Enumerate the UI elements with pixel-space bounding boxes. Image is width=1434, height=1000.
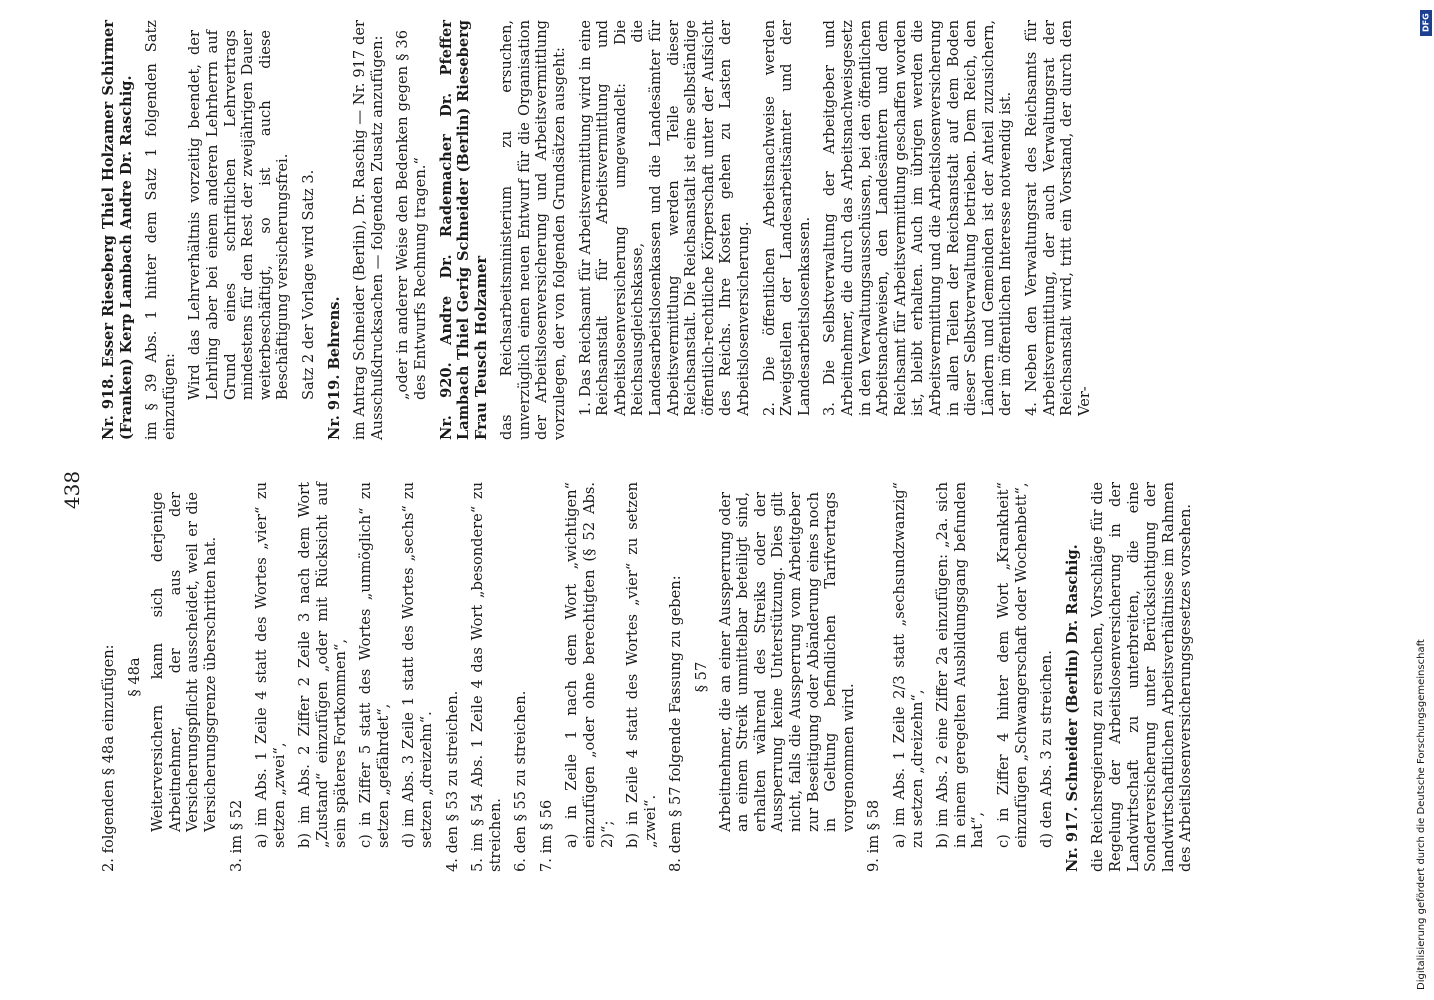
left-column-paragraph: d) den Abs. 3 zu streichen. — [1038, 650, 1056, 848]
left-column-paragraph: § 48a — [125, 657, 143, 697]
left-column-paragraph: 9. im § 58 — [865, 799, 883, 872]
left-column-paragraph: § 57 — [693, 661, 711, 693]
right-column-paragraph: Wird das Lehrverhältnis vorzeitig beendet, der Lehrling aber bei einem anderen Lehrherrn auf Grund eines schriftlichen Lehrvertrags mindestens für den Rest der zweijährigen Dauer weiterbeschäftigt, so ist auch diese Beschäftigung versicherungsfrei. — [186, 30, 292, 400]
left-column-paragraph: 8. dem § 57 folgende Fassung zu geben: — [667, 575, 685, 872]
left-column-paragraph: 3. im § 52 — [227, 799, 245, 872]
left-column-paragraph: a) in Zeile 1 nach dem Wort „wichtigen“ einzufügen „oder ohne berechtigten (§ 52 Abs. 2)“; — [563, 482, 616, 848]
left-column-paragraph: 7. im § 56 — [537, 799, 555, 872]
right-column-paragraph: 3. Die Selbstverwaltung der Arbeitgeber und Arbeitnehmer, die durch das Arbeitsnachweisgesetz in den Verwaltungsausschüssen, bei den öffentlichen Arbeitsnachweisen, den Landesämtern und dem Reichsamt für Arbeitsvermittlung geschaffen worden ist, bleibt erhalten. Auch im übrigen werden die Arbeitsvermittlung und die Arbeitslosenversicherung in allen Teilen der Reichsanstalt auf dem Boden dieser Selbstverwaltung betrieben. Dem Reich, den Ländern und Gemeinden ist der Anteil zuzusichern, der im öffentlichen Interesse notwendig ist. — [821, 20, 1015, 416]
right-column-paragraph: Satz 2 der Vorlage wird Satz 3. — [299, 169, 317, 400]
left-column-paragraph: 4. den § 53 zu streichen. — [443, 690, 461, 872]
left-column — [100, 482, 1203, 872]
left-column-paragraph: a) im Abs. 1 Zeile 4 statt des Wortes „vier“ zu setzen „zwei“, — [253, 482, 288, 848]
right-column-paragraph: im Antrag Schneider (Berlin), Dr. Raschig — Nr. 917 der Ausschußdrucksachen — folgenden Zusatz anzufügen: — [351, 20, 386, 440]
left-column-paragraph: b) in Zeile 4 statt des Wortes „vier“ zu setzen „zwei“. — [624, 482, 659, 848]
left-column-paragraph: a) im Abs. 1 Zeile 2/3 statt „sechsundzwanzig“ zu setzen „dreizehn“, — [890, 482, 926, 848]
right-column-paragraph: 4. Neben den Verwaltungsrat des Reichsamts für Arbeitsvermittlung, der auch Verwaltungsrat der Reichsanstalt wird, tritt ein Vorstand, der durch den Ver- — [1022, 20, 1093, 416]
right-column-paragraph: Nr. 918. Esser Rieseberg Thiel Holzamer Schirmer (Franken) Kerp Lambach Andre Dr. Raschig. — [100, 20, 135, 440]
left-column-paragraph: 2. folgenden § 48a einzufügen: — [100, 644, 117, 872]
right-column-paragraph: Nr. 920. Andre Dr. Rademacher Dr. Pfeffer Lambach Thiel Gerig Schneider (Berlin) Rieseberg Frau Teusch Holzamer — [437, 20, 490, 440]
left-column-paragraph: d) im Abs. 3 Zeile 1 statt des Wortes „sechs“ zu setzen „dreizehn“. — [400, 482, 435, 848]
left-column-paragraph: Weiterversichern kann sich derjenige Arbeitnehmer, der aus der Versicherungspflicht ausscheidet, weil er die Versicherungsgrenze überschritten hat. — [149, 492, 219, 832]
right-column-paragraph: „oder in anderer Weise den Bedenken gegen § 36 des Entwurfs Rechnung tragen.“ — [394, 30, 429, 400]
right-column-paragraph: im § 39 Abs. 1 hinter dem Satz 1 folgenden Satz einzufügen: — [143, 20, 178, 440]
left-column-paragraph: c) in Ziffer 5 statt des Wortes „unmöglich“ zu setzen „gefährdet“, — [357, 482, 392, 848]
left-column-paragraph: b) im Abs. 2 eine Ziffer 2a einzufügen: „2a. sich in einem geregelten Ausbildungsgang befunden hat“, — [934, 482, 987, 848]
right-column-paragraph: 2. Die öffentlichen Arbeitsnachweise werden Zweigstellen der Landesarbeitsämter und der Landesarbeitslosenkassen. — [760, 20, 813, 416]
left-column-paragraph: b) im Abs. 2 Ziffer 2 Zeile 3 nach dem Wort „Zustand“ einzufügen „oder mit Rücksicht auf sein späteres Fortkommen“, — [296, 482, 349, 848]
right-column — [100, 20, 1101, 440]
left-column-paragraph: Nr. 917. Schneider (Berlin) Dr. Raschig. — [1063, 544, 1081, 872]
left-column-paragraph: Arbeitnehmer, die an einer Aussperrung oder an einem Streik unmittelbar beteiligt sind, erhalten während des Streiks oder der Aussperrung keine Unterstützung. Dies gilt nicht, falls die Aussperrung vom Arbeitgeber zur Beseitigung oder Abänderung eines noch in Geltung befindlichen Tarifvertrags vorgenommen wird. — [716, 492, 857, 832]
dfg-logo: DFG — [1420, 10, 1432, 36]
right-column-paragraph: Nr. 919. Behrens. — [325, 296, 343, 440]
digitization-credit: Digitalisierung gefördert durch die Deutsche Forschungsgemeinschaft — [1416, 639, 1427, 990]
page-number: 438 — [60, 470, 84, 510]
left-column-paragraph: 6. den § 55 zu streichen. — [512, 690, 530, 872]
left-column-paragraph: c) in Ziffer 4 hinter dem Wort „Krankheit“ einzufügen „Schwangerschaft oder Wochenbett“, — [994, 482, 1030, 848]
right-column-paragraph: das Reichsarbeitsministerium zu ersuchen, unverzüglich einen neuen Entwurf für die Organisation der Arbeitslosenversicherung und Arbeitsvermittlung vorzulegen, der von folgenden Grundsätzen ausgeht: — [498, 20, 569, 440]
left-column-paragraph: 5. im § 54 Abs. 1 Zeile 4 das Wort „besondere“ zu streichen. — [469, 482, 504, 872]
right-column-paragraph: 1. Das Reichsamt für Arbeitsvermittlung wird in eine Reichsanstalt für Arbeitsvermittlung und Arbeitslosenversicherung umgewandelt: Die Reichsausgleichskasse, die Landesarbeitslosenkassen und die Landesämter für Arbeitsvermittlung werden Teile dieser Reichsanstalt. Die Reichsanstalt ist eine selbständige öffentlich-rechtliche Körperschaft unter der Aufsicht des Reichs. Ihre Kosten gehen zu Lasten der Arbeitslosenversicherung. — [576, 20, 752, 416]
left-column-paragraph: die Reichsregierung zu ersuchen, Vorschläge für die Regelung der Arbeitslosenversicherung in der Landwirtschaft zu unterbreiten, die eine Sonderversicherung unter Berücksichtigung der landwirtschaftlichen Arbeitsverhältnisse im Rahmen des Arbeitslosenversicherungsgesetzes vorsehen. — [1089, 482, 1195, 872]
